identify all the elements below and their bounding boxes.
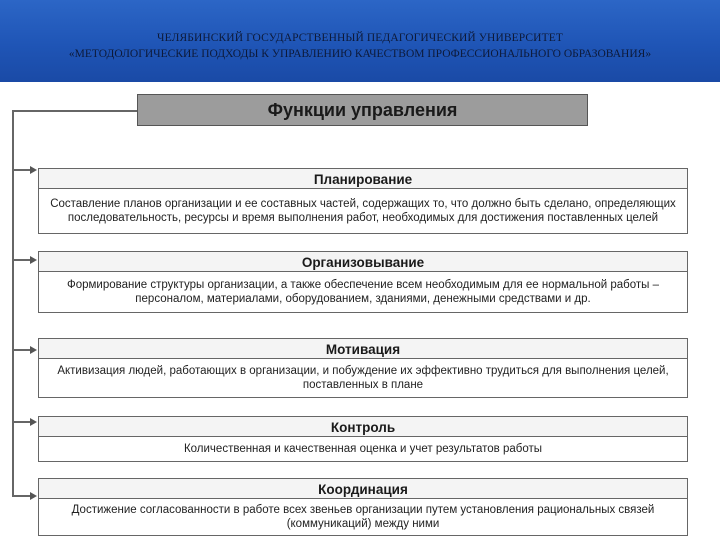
university-name: ЧЕЛЯБИНСКИЙ ГОСУДАРСТВЕННЫЙ ПЕДАГОГИЧЕСКИЙ УНИВЕРСИТЕТ	[157, 32, 563, 44]
arrow-right-icon	[30, 346, 37, 354]
arrow-right-icon	[30, 256, 37, 264]
diagram-title: Функции управления	[137, 94, 588, 126]
function-motivation-description: Активизация людей, работающих в организации, и побуждение их эффективно трудиться для выполнения целей, поставленных в плане	[38, 358, 688, 398]
function-motivation-title: Мотивация	[38, 338, 688, 360]
function-organizing-title: Организовывание	[38, 251, 688, 273]
arrow-right-icon	[30, 492, 37, 500]
presentation-title: «МЕТОДОЛОГИЧЕСКИЕ ПОДХОДЫ К УПРАВЛЕНИЮ КАЧЕСТВОМ ПРОФЕССИОНАЛЬНОГО ОБРАЗОВАНИЯ»	[68, 48, 652, 60]
function-control-description: Количественная и качественная оценка и учет результатов работы	[38, 436, 688, 462]
function-coordination-title: Координация	[38, 478, 688, 500]
connector-top-line	[12, 110, 137, 112]
function-planning-title: Планирование	[38, 168, 688, 190]
management-functions-diagram	[0, 82, 720, 540]
function-coordination-description: Достижение согласованности в работе всех звеньев организации путем установления рациональных связей (коммуникаций) между ними	[38, 498, 688, 536]
function-organizing-description: Формирование структуры организации, а также обеспечение всем необходимым для ее нормальной работы – персоналом, материалами, оборудованием, зданиями, денежными средствами и др.	[38, 271, 688, 313]
arrow-right-icon	[30, 166, 37, 174]
slide-header	[0, 0, 720, 82]
arrow-right-icon	[30, 418, 37, 426]
function-planning-description: Составление планов организации и ее составных частей, содержащих то, что должно быть сделано, определяющих последовательность, ресурсы и время выполнения работ, необходимых для достижения поставленных целей	[38, 188, 688, 234]
connector-vertical-line	[12, 110, 14, 496]
function-control-title: Контроль	[38, 416, 688, 438]
